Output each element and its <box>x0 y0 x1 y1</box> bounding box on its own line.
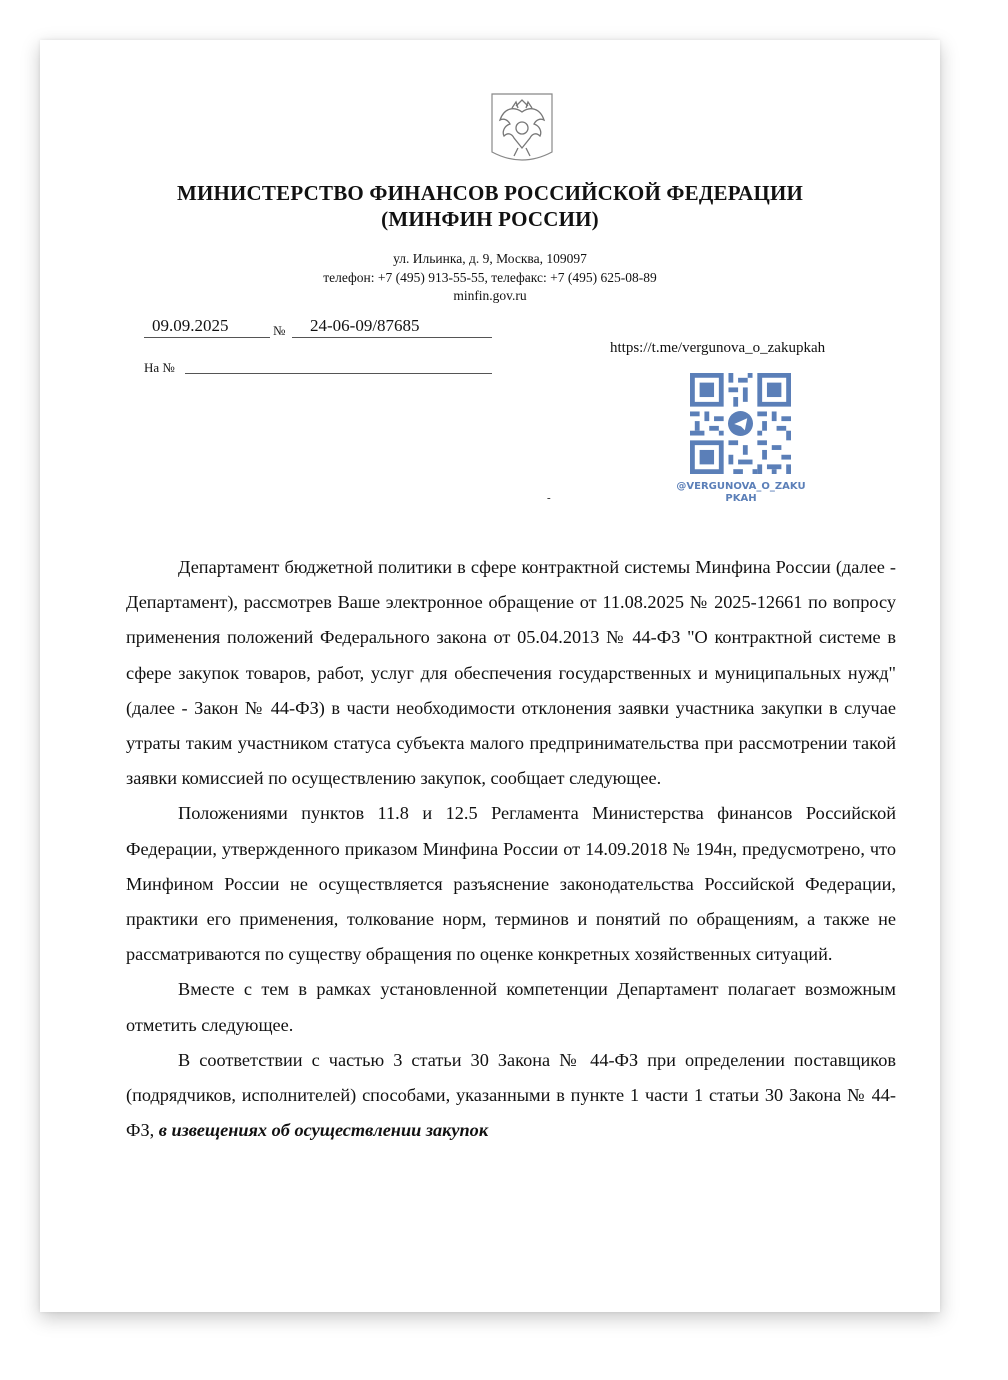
telegram-link[interactable]: https://t.me/vergunova_o_zakupkah <box>610 340 826 356</box>
date-underline <box>144 337 270 338</box>
qr-caption <box>666 481 816 505</box>
ministry-contacts <box>40 250 940 306</box>
letter-body <box>126 550 896 1148</box>
reply-to-label: На № <box>144 360 175 375</box>
ministry-short-name: (МИНФИН РОССИИ) <box>381 207 599 231</box>
qr-code[interactable] <box>690 373 791 474</box>
paragraph-4-emphasis: в извещениях об осуществлении закупок <box>158 1120 489 1141</box>
number-underline <box>292 337 492 338</box>
qr-caption-line1: @VERGUNOVA_O_ZAKU <box>676 481 806 492</box>
letter-number: 24-06-09/87685 <box>310 316 420 335</box>
number-sign: № <box>273 323 286 338</box>
coat-of-arms-emblem <box>490 92 554 168</box>
paragraph-4-text: В соответствии с частью 3 статьи 30 Закона № 44-ФЗ при определении поставщиков (подрядчиков, исполнителей) способами, указанными в пункте 1 части 1 статьи 30 Закона № 44-ФЗ, <box>126 1049 896 1141</box>
ministry-phones: телефон: +7 (495) 913-55-55, телефакс: +7 (495) 625-08-89 <box>323 269 657 285</box>
document-page <box>40 40 940 1312</box>
ministry-address: ул. Ильинка, д. 9, Москва, 109097 <box>393 251 587 266</box>
ministry-website: minfin.gov.ru <box>453 288 527 303</box>
letter-date: 09.09.2025 <box>152 316 229 335</box>
paragraph-2: Положениями пунктов 11.8 и 12.5 Регламента Министерства финансов Российской Федерации, утвержденного приказом Минфина России от 14.09.2018 № 194н, предусмотрено, что Минфином России не осуществляется разъяснение законодательства Российской Федерации, практики его применения, толкование норм, терминов и понятий по обращениям, а также не рассматриваются по существу обращения по оценке конкретных хозяйственных ситуаций. <box>126 803 896 965</box>
qr-caption-line2: PKAH <box>725 493 757 504</box>
ministry-name: МИНИСТЕРСТВО ФИНАНСОВ РОССИЙСКОЙ ФЕДЕРАЦИИ <box>176 181 804 205</box>
ministry-title <box>40 180 940 232</box>
paragraph-3: Вместе с тем в рамках установленной компетенции Департамент полагает возможным отметить следующее. <box>126 979 896 1035</box>
reply-to-underline <box>185 373 492 374</box>
paragraph-4 <box>126 1043 896 1149</box>
paragraph-1: Департамент бюджетной политики в сфере контрактной системы Минфина России (далее - Департамент), рассмотрев Ваше электронное обращение от 11.08.2025 № 2025-12661 по вопросу применения положений Федерального закона от 05.04.2013 № 44-ФЗ "О контрактной системе в сфере закупок товаров, работ, услуг для обеспечения государственных и муниципальных нужд" (далее - Закон № 44-ФЗ) в части необходимости отклонения заявки участника закупки в случае утраты таким участником статуса субъекта малого предпринимательства при рассмотрении такой заявки комиссией по осуществлению закупок, сообщает следующее. <box>126 557 896 789</box>
stamp-dash: - <box>547 492 551 504</box>
